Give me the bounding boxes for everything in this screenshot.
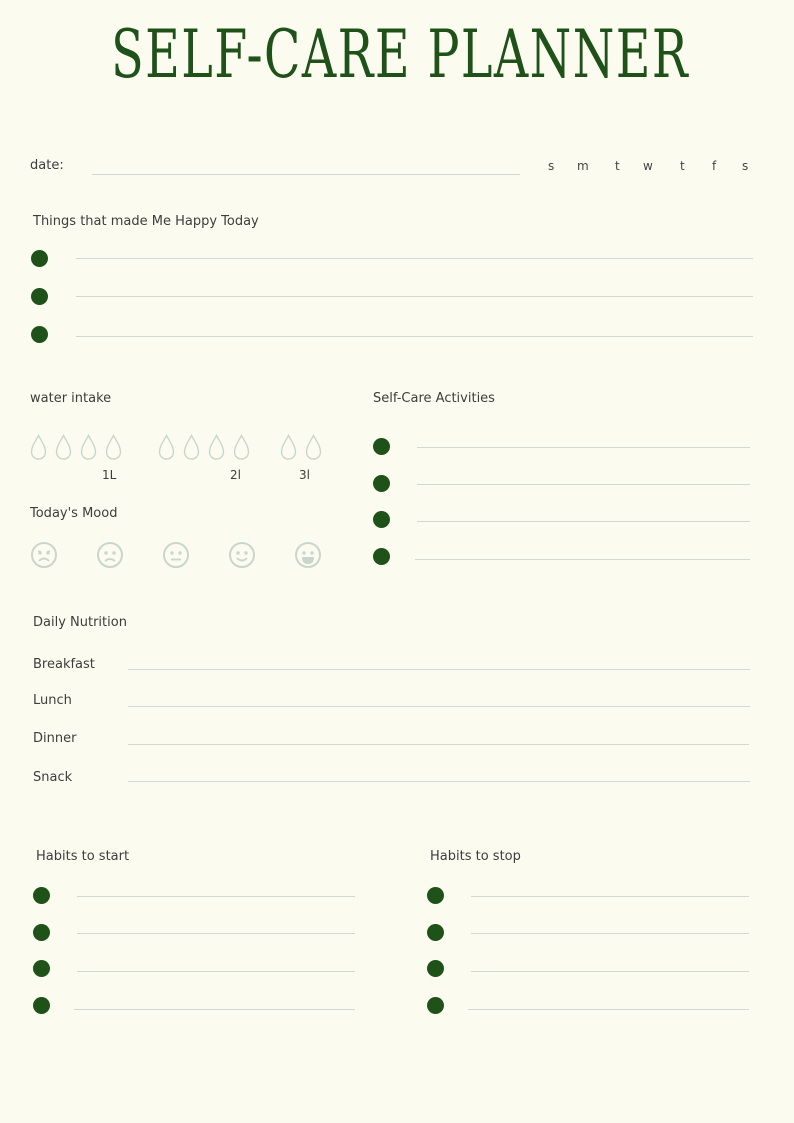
nutrition-heading: Daily Nutrition [33, 615, 127, 630]
bullet-icon [427, 997, 444, 1014]
happy-line[interactable] [76, 258, 753, 259]
water-drop-icon[interactable] [55, 434, 72, 461]
habit-stop-line[interactable] [468, 1009, 749, 1010]
meal-snack-label: Snack [33, 770, 73, 785]
day-thursday[interactable]: t [680, 159, 685, 173]
bullet-icon [33, 960, 50, 977]
water-drop-icon[interactable] [208, 434, 225, 461]
bullet-icon [31, 288, 48, 305]
mood-heading: Today's Mood [30, 506, 118, 521]
water-drop-icon[interactable] [158, 434, 175, 461]
habit-stop-line[interactable] [471, 971, 749, 972]
water-mark-3l: 3l [299, 468, 310, 482]
bullet-icon [373, 511, 390, 528]
water-mark-1l: 1L [102, 468, 117, 482]
bullet-icon [427, 924, 444, 941]
bullet-icon [31, 250, 48, 267]
meal-lunch-label: Lunch [33, 693, 72, 708]
bullet-icon [373, 475, 390, 492]
date-label: date: [30, 158, 64, 173]
activity-line[interactable] [417, 484, 750, 485]
day-monday[interactable]: m [577, 159, 589, 173]
habit-stop-line[interactable] [471, 933, 749, 934]
water-drop-icon[interactable] [305, 434, 322, 461]
meal-lunch-line[interactable] [128, 706, 750, 707]
happy-icon[interactable] [228, 541, 256, 569]
water-drop-icon[interactable] [183, 434, 200, 461]
bullet-icon [31, 326, 48, 343]
habit-start-line[interactable] [77, 971, 355, 972]
water-mark-2l: 2l [230, 468, 241, 482]
meal-breakfast-label: Breakfast [33, 657, 95, 672]
habits-stop-heading: Habits to stop [430, 849, 521, 864]
meal-dinner-label: Dinner [33, 731, 77, 746]
page-title: SELF-CARE PLANNER [111, 16, 690, 93]
bullet-icon [427, 887, 444, 904]
sad-icon[interactable] [96, 541, 124, 569]
bullet-icon [373, 548, 390, 565]
bullet-icon [373, 438, 390, 455]
day-friday[interactable]: f [712, 159, 717, 173]
habit-start-line[interactable] [74, 1009, 355, 1010]
water-drop-icon[interactable] [80, 434, 97, 461]
water-heading: water intake [30, 391, 112, 406]
activities-heading: Self-Care Activities [373, 391, 495, 406]
habit-start-line[interactable] [77, 933, 355, 934]
meal-dinner-line[interactable] [128, 744, 749, 745]
water-drop-icon[interactable] [233, 434, 250, 461]
bullet-icon [427, 960, 444, 977]
day-sunday[interactable]: s [548, 159, 555, 173]
bullet-icon [33, 924, 50, 941]
meal-snack-line[interactable] [128, 781, 750, 782]
day-tuesday[interactable]: t [615, 159, 620, 173]
activity-line[interactable] [415, 559, 750, 560]
habits-start-heading: Habits to start [36, 849, 130, 864]
happy-heading: Things that made Me Happy Today [33, 214, 259, 229]
habit-stop-line[interactable] [471, 896, 749, 897]
water-drop-icon[interactable] [105, 434, 122, 461]
happy-line[interactable] [76, 296, 753, 297]
water-drop-icon[interactable] [280, 434, 297, 461]
date-line[interactable] [92, 174, 520, 175]
activity-line[interactable] [417, 521, 750, 522]
bullet-icon [33, 887, 50, 904]
water-drop-icon[interactable] [30, 434, 47, 461]
activity-line[interactable] [417, 447, 750, 448]
neutral-icon[interactable] [162, 541, 190, 569]
habit-start-line[interactable] [77, 896, 355, 897]
day-wednesday[interactable]: w [643, 159, 653, 173]
very-happy-icon[interactable] [294, 541, 322, 569]
very-sad-icon[interactable] [30, 541, 58, 569]
bullet-icon [33, 997, 50, 1014]
happy-line[interactable] [76, 336, 753, 337]
day-saturday[interactable]: s [742, 159, 749, 173]
meal-breakfast-line[interactable] [128, 669, 750, 670]
